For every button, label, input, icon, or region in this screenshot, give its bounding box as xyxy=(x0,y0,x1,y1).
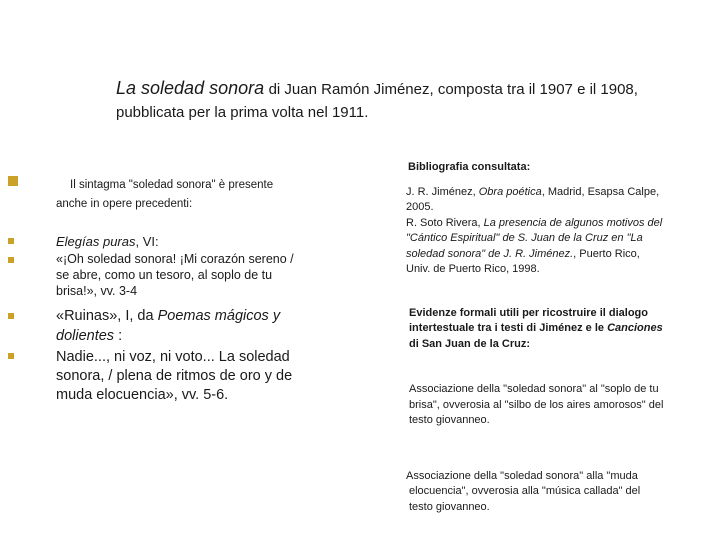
association-first-line: Associazione della "soledad sonora" alla "muda xyxy=(406,469,638,482)
bibliography-entry xyxy=(406,216,666,278)
association-note: Associazione della "soledad sonora" al "soplo de tu brisa", ovverosia al "silbo de los aires amorosos" del testo giovanneo. xyxy=(409,383,664,426)
bib-title: Obra poética xyxy=(478,185,542,198)
bib-details: , Puerto Rico, Univ. de Puerto Rico, 1998. xyxy=(406,247,640,275)
ruinas-heading xyxy=(56,306,306,346)
evidence-text: Evidenze formali utili per ricostruire il dialogo intertestuale tra i testi di Jiménez e le xyxy=(409,306,648,334)
title-description: di Juan Ramón Jiménez, composta tra il 1907 e il 1908, xyxy=(268,81,638,98)
elegias-reference: , VI: xyxy=(135,234,159,249)
bib-author: R. Soto Rivera, xyxy=(406,216,484,229)
bibliography-heading: Bibliografia consultata: xyxy=(408,161,531,173)
right-column xyxy=(406,160,666,515)
work-title: La soledad sonora xyxy=(116,78,265,98)
intro-text xyxy=(56,176,296,214)
elegias-title: Elegías puras xyxy=(56,234,136,249)
intro-line: Il sintagma "soledad sonora" è presente xyxy=(70,179,274,191)
evidence-title: Canciones xyxy=(607,322,663,334)
evidence-rest: di San Juan de la Cruz: xyxy=(409,337,531,350)
ruinas-prefix: «Ruinas», I, da xyxy=(56,308,158,324)
bullet-marker xyxy=(8,176,18,186)
elegias-heading xyxy=(56,233,306,251)
bibliography-list xyxy=(406,185,666,278)
bullet-marker xyxy=(8,353,14,359)
page-title xyxy=(116,78,706,99)
page-subtitle: pubblicata per la prima volta nel 1911. xyxy=(116,104,369,121)
ruinas-title: Poemas mágicos y dolientes xyxy=(56,308,281,344)
bullet-marker xyxy=(8,257,14,263)
association-continuation: elocuencia", ovverosia alla "música callada" del testo giovanneo. xyxy=(409,485,641,513)
nadie-quote: Nadie..., ni voz, ni voto... La soledad sonora, / plena de ritmos de oro y de muda elocuencia», vv. 5-6. xyxy=(56,349,293,403)
bibliography-entry xyxy=(406,185,666,216)
bullet-marker xyxy=(8,238,14,244)
ruinas-suffix: : xyxy=(114,328,123,344)
bib-details: , Madrid, Esapsa Calpe, 2005. xyxy=(406,185,660,213)
association-note xyxy=(406,469,666,516)
oh-quote: «¡Oh soledad sonora! ¡Mi corazón sereno / se abre, como un tesoro, al soplo de tu brisa!», vv. 3-4 xyxy=(56,252,294,298)
bib-author: J. R. Jiménez, xyxy=(406,185,479,198)
bullet-marker xyxy=(8,313,14,319)
intro-line: anche in opere precedenti: xyxy=(56,198,193,210)
bib-title: La presencia de algunos motivos del "Cántico Espiritual" de S. Juan de la Cruz en "La soledad sonora" de J. R. Jiménez. xyxy=(406,216,663,260)
evidence-heading xyxy=(409,306,666,353)
